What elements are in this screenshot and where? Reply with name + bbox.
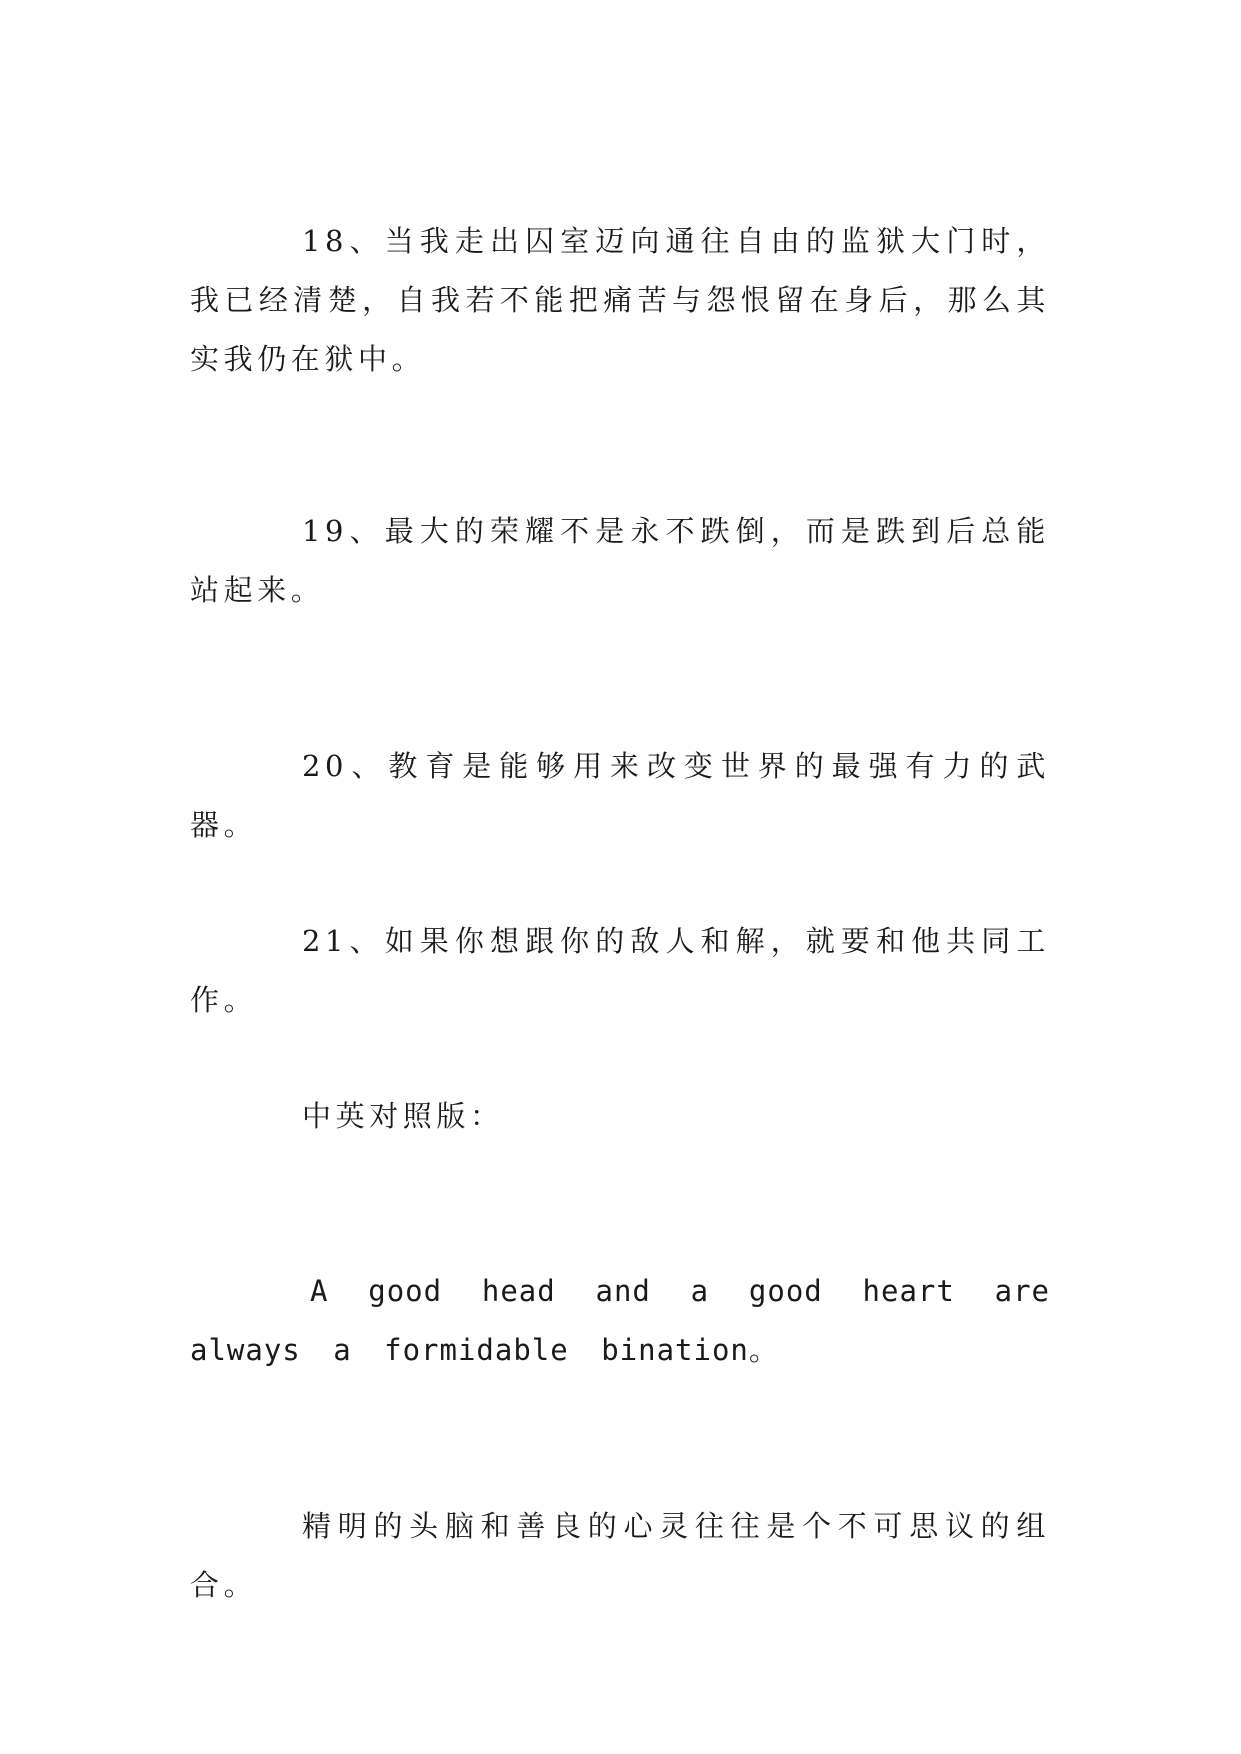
quote-19-paragraph: 19、最大的荣耀不是永不跌倒，而是跌到后总能站起来。 (190, 514, 1050, 607)
quote-21-paragraph: 21、如果你想跟你的敌人和解，就要和他共同工作。 (190, 924, 1050, 1017)
quote-18-paragraph: 18、当我走出囚室迈向通往自由的监狱大门时，我已经清楚，自我若不能把痛苦与怨恨留在身后，那么其实我仍在狱中。 (190, 224, 1050, 376)
chinese-translation-paragraph: 精明的头脑和善良的心灵往往是个不可思议的组合。 (190, 1509, 1050, 1602)
english-quote-paragraph: A good head and a good heart are always a formidable bination。 (190, 1274, 1050, 1367)
bilingual-section-heading: 中英对照版： (302, 1099, 504, 1133)
quote-20-paragraph: 20、教育是能够用来改变世界的最强有力的武器。 (190, 749, 1050, 842)
